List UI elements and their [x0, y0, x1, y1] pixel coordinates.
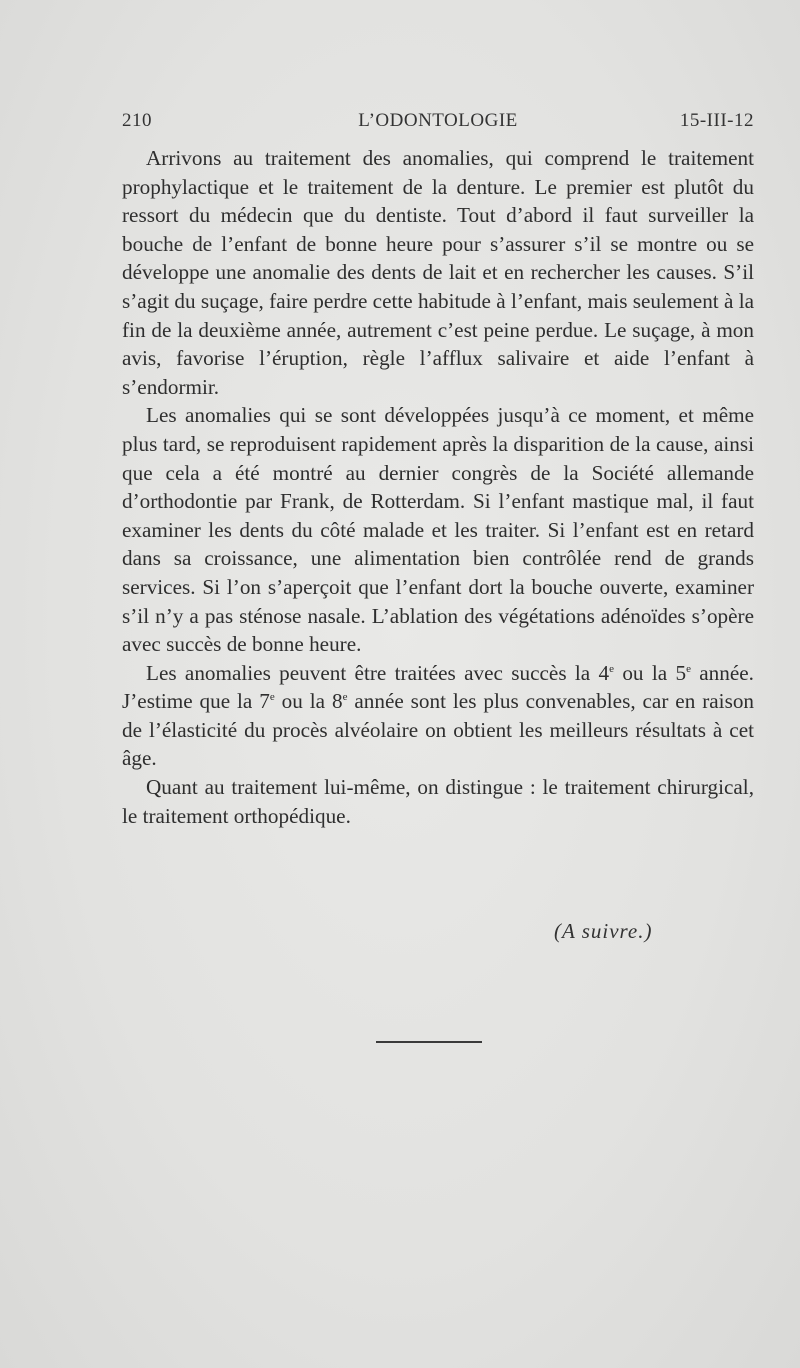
paragraph-3-part-1: Les anomalies peuvent être traitées avec succès la 4 [146, 660, 610, 685]
paragraph-3-part-3: année. J’estime que la 7 [122, 660, 754, 714]
journal-title: L’ODONTOLOGIE [358, 110, 518, 131]
paragraph-4: Quant au traitement lui-même, on distingue : le traitement chirurgical, le traitement orthopédique. [122, 775, 754, 828]
ordinal-suffix: e [609, 662, 614, 675]
running-header [122, 110, 754, 134]
paragraph-3-part-4: ou la 8 [274, 689, 343, 714]
issue-date: 15-III-12 [679, 110, 754, 131]
paragraph-3 [122, 659, 754, 773]
paragraph-3-part-2: ou la 5 [614, 660, 687, 685]
section-divider [376, 1041, 482, 1043]
ordinal-suffix: e [686, 662, 691, 675]
ordinal-suffix: e [342, 691, 348, 704]
article-body [122, 144, 754, 830]
paragraph-3-part-5: année sont les plus convenables, car en raison de l’élasticité du procès alvéolaire on obtient les meilleurs résultats à cet âge. [122, 689, 755, 771]
paragraph-1: Arrivons au traitement des anomalies, qui comprend le traitement prophylactique et le traitement de la denture. Le premier est plutôt du ressort du médecin que du dentiste. Tout d’abord il faut surveiller la bouche de l’enfant de bonne heure pour s’assurer s’il se montre ou se développe une anomalie des dents de lait et en rechercher les causes. S’il s’agit du suçage, faire perdre cette habitude à l’enfant, mais seulement à la fin de la deuxième année, autrement c’est peine perdue. Le suçage, à mon avis, favorise l’éruption, règle l’afflux salivaire et aide l’enfant à s’endormir. [122, 146, 754, 399]
page-number: 210 [122, 110, 152, 131]
ordinal-suffix: e [269, 691, 275, 704]
paragraph-2: Les anomalies qui se sont développées jusqu’à ce moment, et même plus tard, se reproduisent rapidement après la disparition de la cause, ainsi que cela a été montré au dernier congrès de la Société allemande d’orthodontie par Frank, de Rotterdam. Si l’enfant mastique mal, il faut examiner les dents du côté malade et les traiter. Si l’enfant est en retard dans sa croissance, une alimentation bien contrôlée rend de grands services. Si l’on s’aperçoit que l’enfant dort la bouche ouverte, examiner s’il n’y a pas sténose nasale. L’ablation des végétations adénoïdes s’opère avec succès de bonne heure. [122, 403, 754, 657]
continuation-note: (A suivre.) [554, 919, 653, 943]
